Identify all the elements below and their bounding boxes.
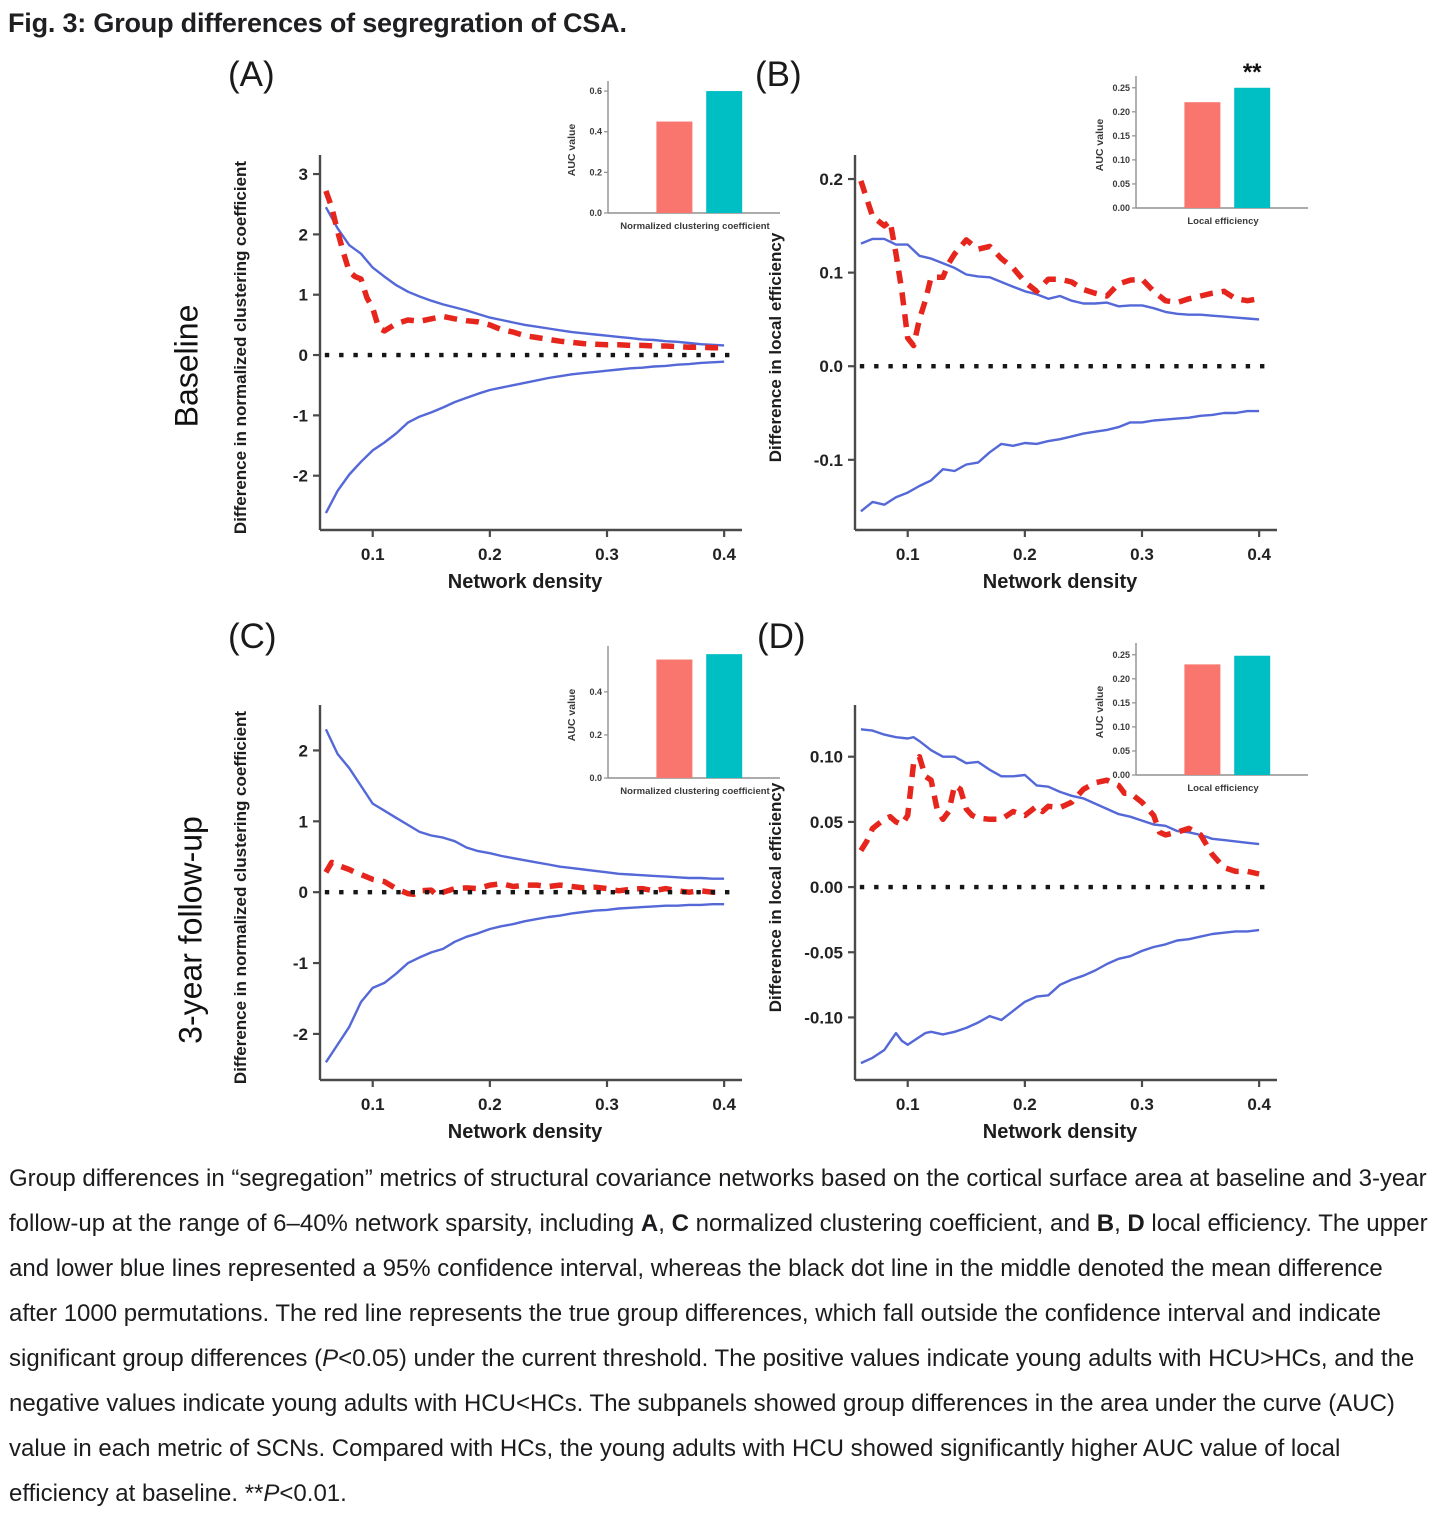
mean-difference-1000-permutations-dot — [1003, 364, 1007, 368]
mean-difference-1000-permutations-dot — [1160, 364, 1164, 368]
x-tick-label: 0.3 — [595, 1095, 619, 1114]
mean-difference-1000-permutations-dot — [1260, 885, 1264, 889]
mean-difference-1000-permutations-dot — [582, 353, 586, 357]
lower-95ci-line — [326, 362, 724, 513]
row-label-baseline: Baseline — [168, 304, 205, 428]
mean-difference-1000-permutations-dot — [553, 890, 557, 894]
mean-difference-1000-permutations-dot — [596, 890, 600, 894]
mean-difference-1000-permutations-dot — [1117, 885, 1121, 889]
x-tick-label: 0.3 — [595, 545, 619, 564]
inset-y-tick-label: 0.00 — [1112, 770, 1130, 780]
x-tick-label: 0.4 — [1247, 1095, 1271, 1114]
mean-difference-1000-permutations-dot — [396, 353, 400, 357]
mean-difference-1000-permutations-dot — [1217, 364, 1221, 368]
x-tick-label: 0.1 — [360, 545, 385, 564]
mean-difference-1000-permutations-dot — [903, 885, 907, 889]
inset-y-tick-label: 0.10 — [1112, 154, 1130, 165]
mean-difference-1000-permutations-dot — [874, 885, 878, 889]
y-tick-label: 0.2 — [819, 170, 843, 190]
auc-bar-red — [656, 122, 692, 213]
mean-difference-1000-permutations-dot — [711, 890, 715, 894]
caption-segment: P — [263, 1480, 280, 1507]
mean-difference-1000-permutations-dot — [654, 353, 658, 357]
mean-difference-1000-permutations-dot — [1017, 885, 1021, 889]
mean-difference-1000-permutations-dot — [1031, 885, 1035, 889]
x-axis-title: Network density — [982, 1121, 1138, 1143]
caption-segment: <0.05) under the current threshold. The positive values indicate young adults with HCU>HCs, and the negative values indicate young adults with HCU<HCs. The subpanels showed group differences in the area under the curve (AUC) value in each metric of SCNs. Compared with HCs, the young adults with HCU showed significantly higher AUC value of local efficiency at baseline. ** — [9, 1345, 1415, 1507]
mean-difference-1000-permutations-dot — [439, 890, 443, 894]
inset-y-tick-label: 0.25 — [1112, 649, 1130, 660]
mean-difference-1000-permutations-dot — [860, 364, 864, 368]
inset-y-tick-label: 0.0 — [589, 208, 602, 218]
y-tick-label: 0 — [298, 346, 308, 366]
mean-difference-1000-permutations-dot — [511, 890, 515, 894]
auc-bar-teal — [1234, 88, 1270, 208]
mean-difference-1000-permutations-dot — [1088, 885, 1092, 889]
mean-difference-1000-permutations-dot — [682, 890, 686, 894]
y-axis-title: Difference in local efficiency — [766, 232, 785, 463]
mean-difference-1000-permutations-dot — [696, 890, 700, 894]
x-tick-label: 0.2 — [1013, 545, 1037, 564]
inset-x-axis-title: Local efficiency — [1187, 783, 1259, 794]
x-tick-label: 0.2 — [478, 1095, 502, 1114]
panel-b-inset-chart — [1090, 58, 1320, 248]
mean-difference-1000-permutations-dot — [1088, 364, 1092, 368]
auc-bar-teal — [706, 654, 742, 778]
x-tick-label: 0.4 — [712, 545, 736, 564]
figure-caption — [9, 1156, 1435, 1516]
panel-d-inset-chart — [1090, 625, 1320, 815]
mean-difference-1000-permutations-dot — [1074, 885, 1078, 889]
inset-y-tick-label: 0.05 — [1112, 745, 1130, 756]
inset-y-axis-title: AUC value — [1094, 685, 1106, 739]
caption-segment: D — [1127, 1210, 1145, 1237]
x-tick-label: 0.4 — [712, 1095, 736, 1114]
auc-bar-red — [656, 660, 692, 778]
mean-difference-1000-permutations-dot — [725, 353, 729, 357]
y-tick-label: -2 — [292, 1024, 308, 1044]
mean-difference-1000-permutations-dot — [625, 353, 629, 357]
x-tick-label: 0.4 — [1247, 545, 1271, 564]
mean-difference-1000-permutations-dot — [888, 364, 892, 368]
caption-segment: C — [671, 1210, 689, 1237]
significance-marker: ** — [1242, 58, 1262, 86]
y-tick-label: 1 — [298, 812, 308, 832]
y-tick-label: -1 — [292, 406, 308, 426]
auc-bar-teal — [706, 91, 742, 213]
y-tick-label: 2 — [298, 225, 308, 245]
x-tick-label: 0.2 — [1013, 1095, 1037, 1114]
mean-difference-1000-permutations-dot — [1031, 364, 1035, 368]
mean-difference-1000-permutations-dot — [553, 353, 557, 357]
mean-difference-1000-permutations-dot — [1246, 885, 1250, 889]
mean-difference-1000-permutations-dot — [1017, 364, 1021, 368]
mean-difference-1000-permutations-dot — [1189, 364, 1193, 368]
y-tick-label: -0.05 — [804, 943, 843, 963]
mean-difference-1000-permutations-dot — [496, 353, 500, 357]
mean-difference-1000-permutations-dot — [1203, 364, 1207, 368]
mean-difference-1000-permutations-dot — [582, 890, 586, 894]
mean-difference-1000-permutations-dot — [396, 890, 400, 894]
mean-difference-1000-permutations-dot — [511, 353, 515, 357]
mean-difference-1000-permutations-dot — [1046, 364, 1050, 368]
caption-segment: P — [322, 1345, 339, 1372]
mean-difference-1000-permutations-dot — [1074, 364, 1078, 368]
mean-difference-1000-permutations-dot — [860, 885, 864, 889]
y-axis-title: Difference in normalized clustering coefficient — [231, 160, 250, 535]
mean-difference-1000-permutations-dot — [960, 885, 964, 889]
mean-difference-1000-permutations-dot — [874, 364, 878, 368]
caption-segment: , — [658, 1210, 672, 1237]
panel-c-label: (C) — [228, 617, 277, 656]
inset-x-axis-title: Normalized clustering coefficient — [620, 786, 770, 797]
mean-difference-1000-permutations-dot — [1260, 364, 1264, 368]
panel-d-label: (D) — [757, 617, 806, 656]
mean-difference-1000-permutations-dot — [639, 890, 643, 894]
x-tick-label: 0.2 — [478, 545, 502, 564]
mean-difference-1000-permutations-dot — [453, 890, 457, 894]
y-tick-label: 0.1 — [819, 263, 843, 283]
inset-y-tick-label: 0.25 — [1112, 82, 1130, 93]
mean-difference-1000-permutations-dot — [682, 353, 686, 357]
mean-difference-1000-permutations-dot — [1231, 364, 1235, 368]
mean-difference-1000-permutations-dot — [725, 890, 729, 894]
inset-y-tick-label: 0.05 — [1112, 178, 1130, 189]
mean-difference-1000-permutations-dot — [974, 364, 978, 368]
caption-segment: B — [1096, 1210, 1115, 1237]
mean-difference-1000-permutations-dot — [917, 364, 921, 368]
y-axis-title: Difference in local efficiency — [766, 782, 785, 1013]
mean-difference-1000-permutations-dot — [1103, 364, 1107, 368]
mean-difference-1000-permutations-dot — [1160, 885, 1164, 889]
x-axis-title: Network density — [982, 571, 1138, 593]
caption-segment: Group differences in “segregation” metrics of structural covariance networks based on the cortical surface area at baseline and 3-year follow-up at the range of 6–40% network sparsity, including — [9, 1165, 1427, 1237]
mean-difference-1000-permutations-dot — [382, 890, 386, 894]
mean-difference-1000-permutations-dot — [525, 890, 529, 894]
mean-difference-1000-permutations-dot — [1003, 885, 1007, 889]
mean-difference-1000-permutations-dot — [353, 353, 357, 357]
mean-difference-1000-permutations-dot — [1174, 885, 1178, 889]
mean-difference-1000-permutations-dot — [1174, 364, 1178, 368]
mean-difference-1000-permutations-dot — [931, 364, 935, 368]
mean-difference-1000-permutations-dot — [368, 890, 372, 894]
x-axis-title: Network density — [447, 1121, 603, 1143]
y-tick-label: 3 — [298, 165, 308, 185]
mean-difference-1000-permutations-dot — [1146, 364, 1150, 368]
mean-difference-1000-permutations-dot — [368, 353, 372, 357]
inset-x-axis-title: Normalized clustering coefficient — [620, 221, 770, 232]
lower-95ci-line — [861, 930, 1259, 1063]
mean-difference-1000-permutations-dot — [1146, 885, 1150, 889]
y-tick-label: 0.00 — [809, 878, 843, 898]
x-tick-label: 0.1 — [360, 1095, 385, 1114]
mean-difference-1000-permutations-dot — [888, 885, 892, 889]
x-tick-label: 0.3 — [1130, 545, 1154, 564]
auc-bar-teal — [1234, 656, 1270, 775]
inset-y-tick-label: 0.10 — [1112, 721, 1130, 732]
inset-y-tick-label: 0.00 — [1112, 203, 1130, 213]
mean-difference-1000-permutations-dot — [525, 353, 529, 357]
mean-difference-1000-permutations-dot — [1131, 885, 1135, 889]
inset-y-tick-label: 0.2 — [589, 729, 602, 740]
y-tick-label: 0.0 — [819, 357, 843, 377]
mean-difference-1000-permutations-dot — [625, 890, 629, 894]
mean-difference-1000-permutations-dot — [639, 353, 643, 357]
lower-95ci-line — [326, 904, 724, 1062]
mean-difference-1000-permutations-dot — [946, 364, 950, 368]
mean-difference-1000-permutations-dot — [960, 364, 964, 368]
mean-difference-1000-permutations-dot — [988, 364, 992, 368]
mean-difference-1000-permutations-dot — [1060, 885, 1064, 889]
mean-difference-1000-permutations-dot — [1217, 885, 1221, 889]
mean-difference-1000-permutations-dot — [339, 890, 343, 894]
mean-difference-1000-permutations-dot — [496, 890, 500, 894]
caption-segment: normalized clustering coefficient, and — [688, 1210, 1097, 1237]
inset-y-tick-label: 0.2 — [589, 167, 602, 178]
mean-difference-1000-permutations-dot — [654, 890, 658, 894]
mean-difference-1000-permutations-dot — [339, 353, 343, 357]
panel-a-label: (A) — [228, 55, 275, 94]
mean-difference-1000-permutations-dot — [1231, 885, 1235, 889]
mean-difference-1000-permutations-dot — [1203, 885, 1207, 889]
mean-difference-1000-permutations-dot — [411, 890, 415, 894]
mean-difference-1000-permutations-dot — [1117, 364, 1121, 368]
y-tick-label: -2 — [292, 466, 308, 486]
figure-title: Fig. 3: Group differences of segregration of CSA. — [8, 8, 627, 38]
caption-segment: A — [640, 1210, 659, 1237]
mean-difference-1000-permutations-dot — [568, 890, 572, 894]
caption-segment: <0.01. — [279, 1480, 347, 1507]
mean-difference-1000-permutations-dot — [1060, 364, 1064, 368]
mean-difference-1000-permutations-dot — [1103, 885, 1107, 889]
inset-y-tick-label: 0.15 — [1112, 697, 1130, 708]
panel-c-inset-chart — [562, 628, 792, 818]
inset-y-tick-label: 0.6 — [589, 86, 602, 97]
mean-difference-1000-permutations-dot — [711, 353, 715, 357]
mean-difference-1000-permutations-dot — [974, 885, 978, 889]
mean-difference-1000-permutations-dot — [1131, 364, 1135, 368]
mean-difference-1000-permutations-dot — [425, 890, 429, 894]
y-tick-label: -0.1 — [813, 450, 843, 470]
mean-difference-1000-permutations-dot — [1046, 885, 1050, 889]
mean-difference-1000-permutations-dot — [668, 890, 672, 894]
inset-y-tick-label: 0.20 — [1112, 106, 1130, 117]
y-tick-label: 0 — [298, 883, 308, 903]
mean-difference-1000-permutations-dot — [903, 364, 907, 368]
panel-a-inset-chart — [562, 63, 792, 253]
x-tick-label: 0.1 — [895, 545, 920, 564]
auc-bar-red — [1184, 102, 1220, 208]
y-tick-label: 2 — [298, 741, 308, 761]
y-axis-title: Difference in normalized clustering coefficient — [231, 710, 250, 1085]
mean-difference-1000-permutations-dot — [425, 353, 429, 357]
mean-difference-1000-permutations-dot — [468, 890, 472, 894]
x-axis-title: Network density — [447, 571, 603, 593]
y-tick-label: 0.10 — [809, 747, 843, 767]
mean-difference-1000-permutations-dot — [917, 885, 921, 889]
x-tick-label: 0.3 — [1130, 1095, 1154, 1114]
inset-x-axis-title: Local efficiency — [1187, 216, 1259, 227]
mean-difference-1000-permutations-dot — [1246, 364, 1250, 368]
mean-difference-1000-permutations-dot — [596, 353, 600, 357]
mean-difference-1000-permutations-dot — [668, 353, 672, 357]
mean-difference-1000-permutations-dot — [539, 890, 543, 894]
mean-difference-1000-permutations-dot — [353, 890, 357, 894]
y-tick-label: -0.10 — [804, 1008, 843, 1028]
y-tick-label: 0.05 — [809, 812, 843, 832]
inset-y-axis-title: AUC value — [1094, 118, 1106, 172]
mean-difference-1000-permutations-dot — [611, 890, 615, 894]
inset-y-tick-label: 0.20 — [1112, 673, 1130, 684]
panel-b-label: (B) — [755, 55, 802, 94]
inset-y-axis-title: AUC value — [566, 123, 578, 177]
y-tick-label: -1 — [292, 954, 308, 974]
inset-y-tick-label: 0.4 — [589, 686, 602, 697]
mean-difference-1000-permutations-dot — [539, 353, 543, 357]
inset-y-tick-label: 0.15 — [1112, 130, 1130, 141]
mean-difference-1000-permutations-dot — [931, 885, 935, 889]
mean-difference-1000-permutations-dot — [325, 353, 329, 357]
mean-difference-1000-permutations-dot — [439, 353, 443, 357]
mean-difference-1000-permutations-dot — [568, 353, 572, 357]
mean-difference-1000-permutations-dot — [468, 353, 472, 357]
mean-difference-1000-permutations-dot — [988, 885, 992, 889]
mean-difference-1000-permutations-dot — [482, 353, 486, 357]
mean-difference-1000-permutations-dot — [453, 353, 457, 357]
mean-difference-1000-permutations-dot — [611, 353, 615, 357]
lower-95ci-line — [861, 411, 1259, 511]
mean-difference-1000-permutations-dot — [325, 890, 329, 894]
inset-y-axis-title: AUC value — [566, 688, 578, 742]
mean-difference-1000-permutations-dot — [1189, 885, 1193, 889]
auc-bar-red — [1184, 664, 1220, 775]
caption-segment: , — [1114, 1210, 1128, 1237]
mean-difference-1000-permutations-dot — [411, 353, 415, 357]
mean-difference-1000-permutations-dot — [382, 353, 386, 357]
inset-y-tick-label: 0.0 — [589, 773, 602, 783]
inset-y-tick-label: 0.4 — [589, 126, 602, 137]
mean-difference-1000-permutations-dot — [482, 890, 486, 894]
mean-difference-1000-permutations-dot — [696, 353, 700, 357]
row-label-followup: 3-year follow-up — [172, 816, 209, 1044]
caption-segment: local efficiency. The upper and lower blue lines represented a 95% confidence interval, whereas the black dot line in the middle denoted the mean difference after 1000 permutations. The red line represents the true group differences, which fall outside the confidence interval and indicate significant group differences ( — [9, 1210, 1428, 1372]
x-tick-label: 0.1 — [895, 1095, 920, 1114]
mean-difference-1000-permutations-dot — [946, 885, 950, 889]
y-tick-label: 1 — [298, 285, 308, 305]
